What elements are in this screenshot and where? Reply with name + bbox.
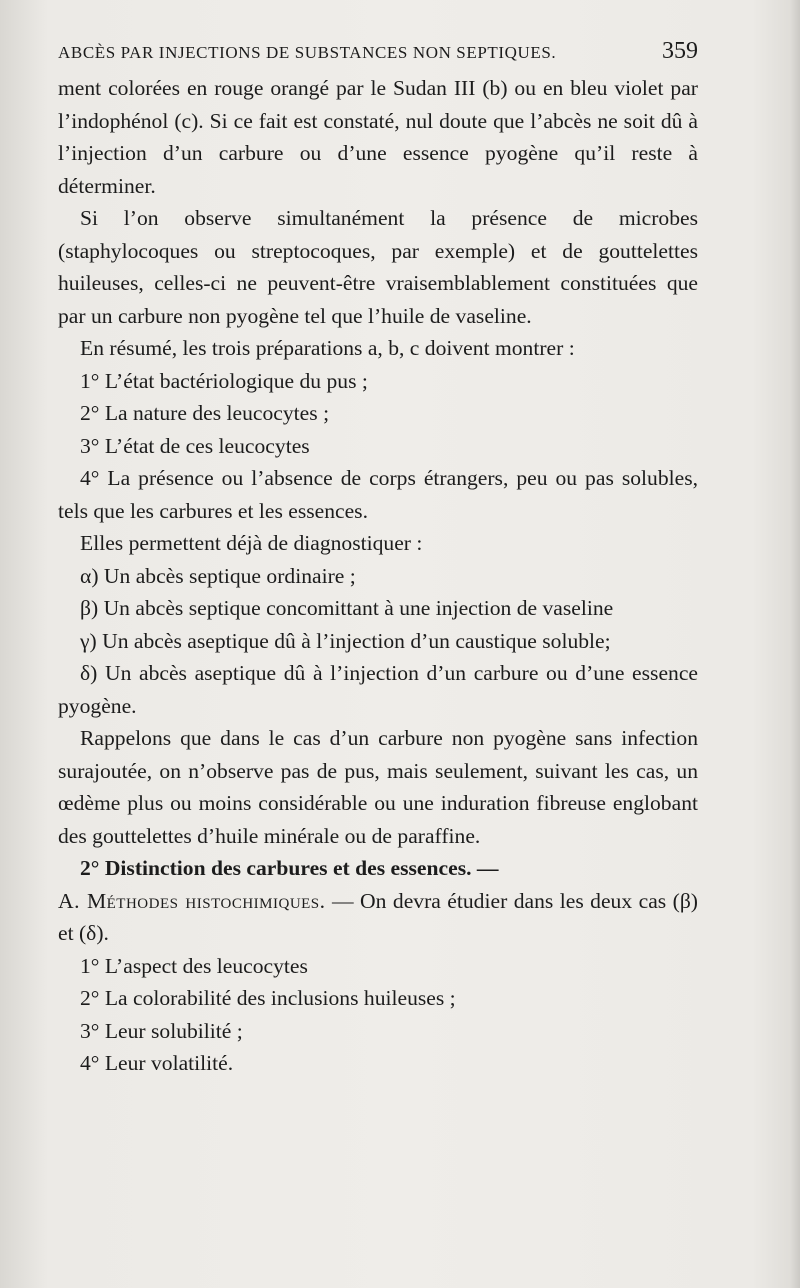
body-text bbox=[58, 72, 698, 1080]
method-item-2: 2° La colorabilité des inclusions huileuses ; bbox=[80, 986, 456, 1010]
paragraph-summary: En résumé, les trois préparations a, b, c doivent montrer : bbox=[80, 336, 575, 360]
section-heading: 2° Distinction des carbures et des essences. — bbox=[80, 856, 499, 880]
list-item-2: 2° La nature des leucocytes ; bbox=[80, 401, 330, 425]
method-item-4: 4° Leur volatilité. bbox=[80, 1051, 234, 1075]
list-item-3: 3° L’état de ces leucocytes bbox=[80, 433, 310, 458]
method-item-3: 3° Leur solubilité ; bbox=[80, 1018, 243, 1043]
diagnosis-gamma: γ) Un abcès aseptique dû à l’injection d’un caustique soluble; bbox=[80, 628, 611, 653]
list-item-1: 1° L’état bactériologique du pus ; bbox=[80, 368, 368, 393]
section-distinction bbox=[58, 852, 698, 885]
paragraph-reminder: Rappelons que dans le cas d’un carbure non pyogène sans infection surajoutée, on n’observe pas de pus, mais seulement, suivant les cas, un œdème plus ou moins considérable ou une induration fibreuse englobant des gouttelettes d’huile minérale ou de paraffine. bbox=[58, 726, 698, 848]
diagnosis-alpha: α) Un abcès septique ordinaire ; bbox=[80, 563, 356, 588]
list-item-4: 4° La présence ou l’absence de corps étrangers, peu ou pas solubles, tels que les carbures et les essences. bbox=[58, 466, 698, 523]
method-item-1: 1° L’aspect des leucocytes bbox=[80, 953, 308, 978]
paragraph-continuation: ment colorées en rouge orangé par le Sudan III (b) ou en bleu violet par l’indophénol (c). Si ce fait est constaté, nul doute que l’abcès ne soit dû à l’injection d’un carbure ou d’une essence pyogène qu’il reste à déterminer. bbox=[58, 76, 698, 198]
paragraph-microbes: Si l’on observe simultanément la présence de microbes (staphylocoques ou streptocoques, par exemple) et de gouttelettes huileuses, celles-ci ne peuvent-être vraisemblablement constituées que par un carbure non pyogène tel que l’huile de vaseline. bbox=[58, 206, 698, 328]
page-header bbox=[58, 38, 698, 65]
paragraph-diagnose: Elles permettent déjà de diagnostiquer : bbox=[80, 531, 423, 555]
subsection-histochemical bbox=[58, 885, 698, 950]
subsection-text: — On devra étudier dans les deux cas (β) et (δ). bbox=[58, 888, 698, 945]
diagnosis-delta: δ) Un abcès aseptique dû à l’injection d’un carbure ou d’une essence pyogène. bbox=[58, 661, 698, 718]
subsection-label: A. Méthodes histochimiques. bbox=[58, 888, 326, 913]
page-number: 359 bbox=[662, 38, 698, 64]
diagnosis-beta: β) Un abcès septique concomittant à une injection de vaseline bbox=[80, 596, 614, 620]
running-title: ABCÈS PAR INJECTIONS DE SUBSTANCES NON SEPTIQUES. bbox=[58, 43, 557, 62]
page-edge-shadow bbox=[790, 0, 800, 1288]
